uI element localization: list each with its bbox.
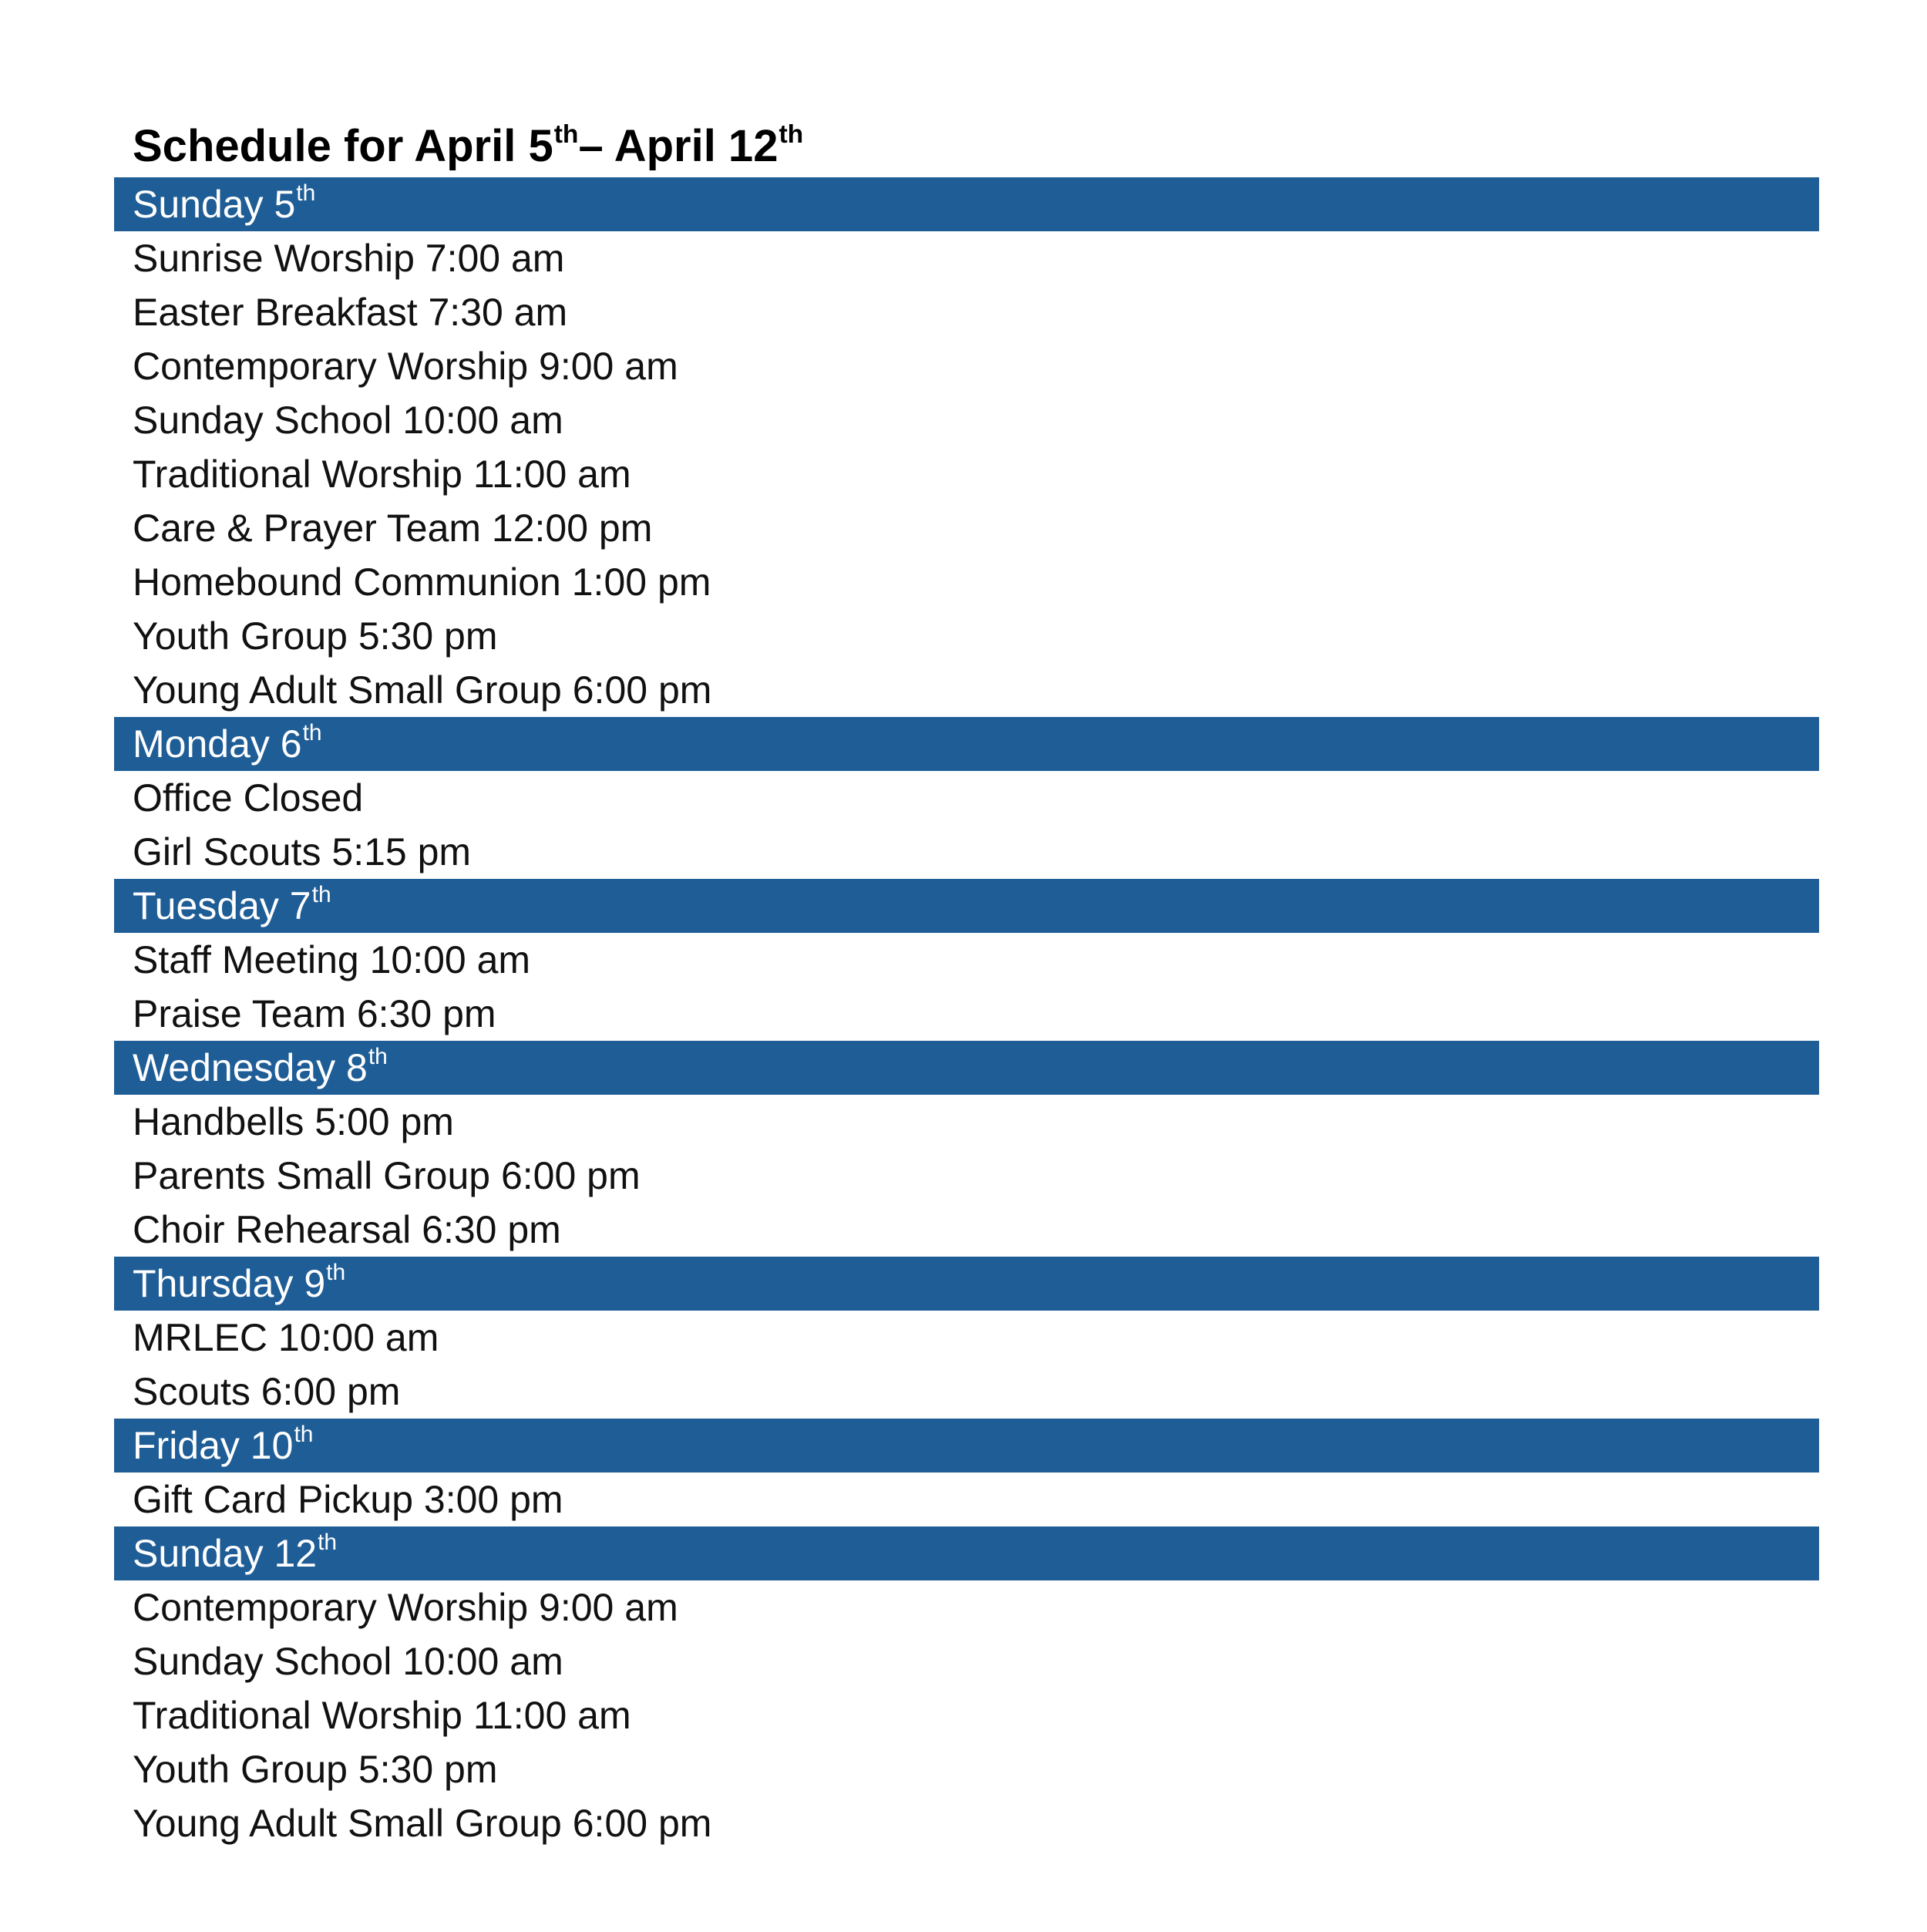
title-sup-1: th [553,119,579,149]
schedule-item: Parents Small Group 6:00 pm [133,1154,641,1197]
schedule-item: Staff Meeting 10:00 am [133,938,531,981]
day-header [114,1041,1819,1095]
schedule-item: Sunrise Worship 7:00 am [133,237,565,280]
title-part-1: Schedule for April 5 [133,121,553,171]
day-header [114,1526,1819,1580]
schedule-item: Choir Rehearsal 6:30 pm [133,1208,561,1251]
day-ordinal-suffix: th [368,1043,388,1069]
schedule-item: Sunday School 10:00 am [133,1640,563,1683]
schedule-item: Traditional Worship 11:00 am [133,1694,631,1737]
day-ordinal-suffix: th [311,881,331,907]
schedule-item: Contemporary Worship 9:00 am [133,1586,678,1629]
day-name: Thursday 9 [133,1262,326,1305]
day-ordinal-suffix: th [318,1529,338,1555]
schedule-item: Handbells 5:00 pm [133,1100,454,1143]
schedule-item: Scouts 6:00 pm [133,1370,401,1413]
schedule-document [114,116,1819,1850]
day-name: Sunday 12 [133,1532,318,1575]
schedule-item: Girl Scouts 5:15 pm [133,830,472,873]
day-list [114,177,1819,1850]
schedule-item: MRLEC 10:00 am [133,1316,439,1359]
schedule-item: Office Closed [133,776,364,820]
schedule-item: Traditional Worship 11:00 am [133,453,631,496]
day-header [114,177,1819,231]
day-name: Wednesday 8 [133,1046,368,1089]
day-name: Friday 10 [133,1424,294,1467]
title-part-2: – April 12 [578,121,779,171]
schedule-item: Homebound Communion 1:00 pm [133,560,711,604]
schedule-item: Praise Team 6:30 pm [133,992,496,1035]
schedule-item: Youth Group 5:30 pm [133,614,498,658]
schedule-item: Youth Group 5:30 pm [133,1748,498,1791]
day-header [114,717,1819,771]
schedule-item: Easter Breakfast 7:30 am [133,291,568,334]
day-ordinal-suffix: th [294,1421,314,1447]
day-header [114,1419,1819,1473]
day-ordinal-suffix: th [302,719,322,746]
schedule-item: Young Adult Small Group 6:00 pm [133,1802,712,1845]
schedule-item: Care & Prayer Team 12:00 pm [133,507,653,550]
page-title [114,116,1819,177]
day-name: Monday 6 [133,722,302,766]
schedule-item: Young Adult Small Group 6:00 pm [133,668,712,712]
title-sup-2: th [779,119,804,149]
day-ordinal-suffix: th [296,180,316,206]
schedule-item: Contemporary Worship 9:00 am [133,345,678,388]
day-name: Tuesday 7 [133,884,311,927]
schedule-item: Gift Card Pickup 3:00 pm [133,1478,563,1521]
day-ordinal-suffix: th [326,1259,346,1285]
day-name: Sunday 5 [133,183,296,226]
day-header [114,879,1819,933]
schedule-item: Sunday School 10:00 am [133,399,563,442]
day-header [114,1257,1819,1311]
